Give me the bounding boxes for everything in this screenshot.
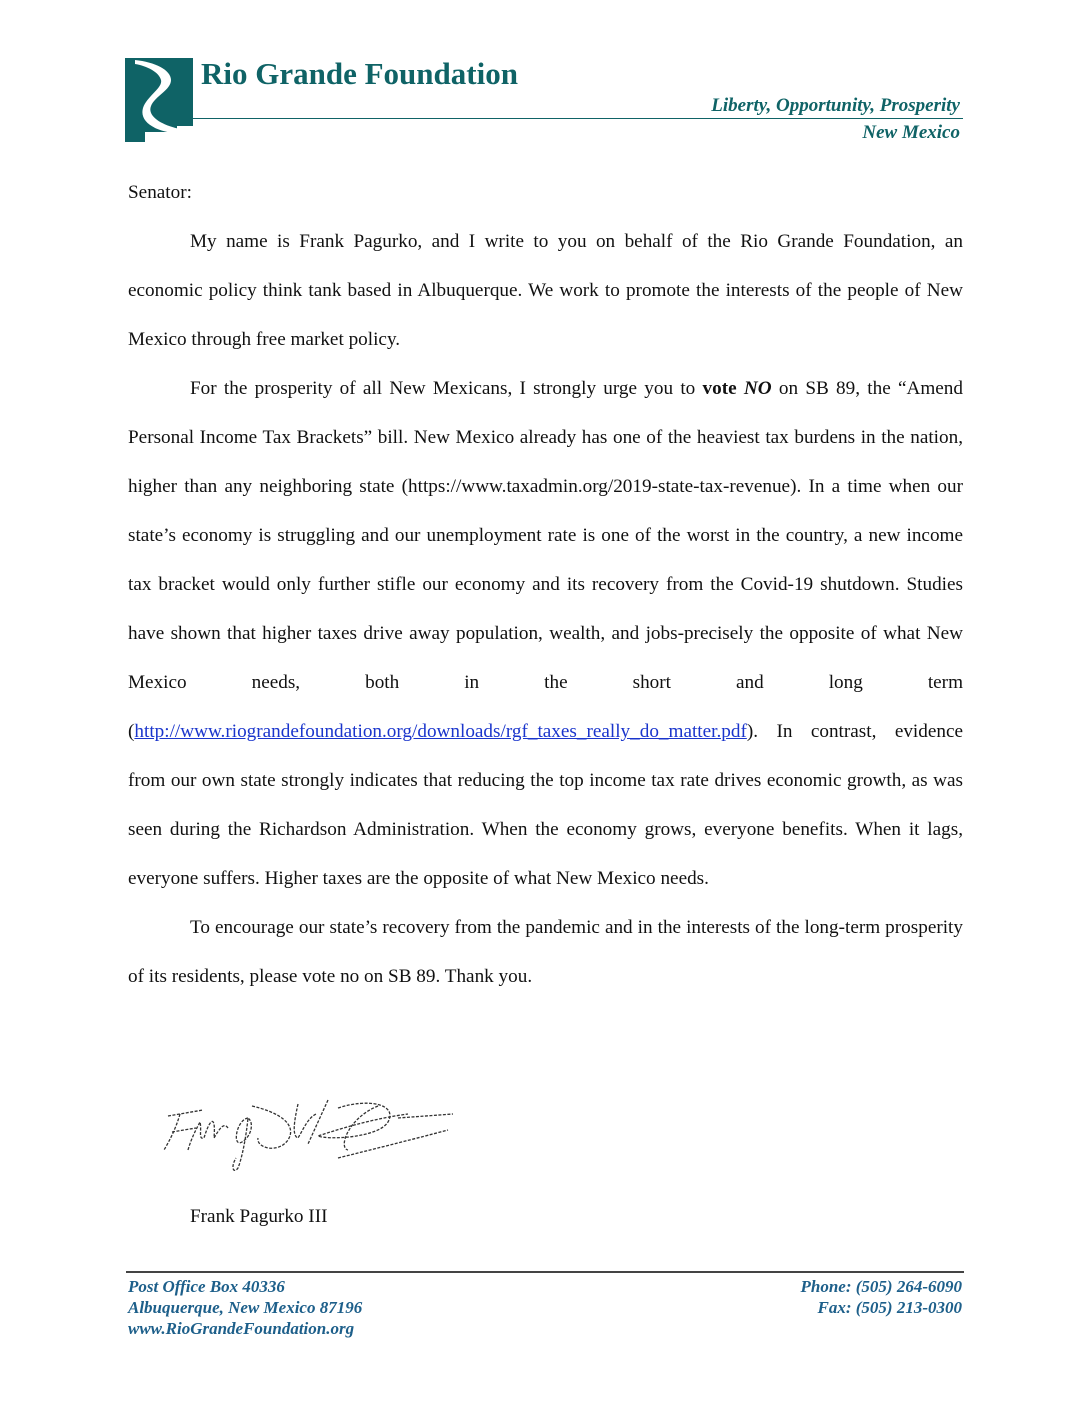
letter-body — [128, 168, 963, 1001]
website-link[interactable]: www.RioGrandeFoundation.org — [128, 1319, 355, 1338]
taxes-study-link[interactable]: http://www.riograndefoundation.org/downloads/rgf_taxes_really_do_matter.pdf — [134, 721, 747, 742]
state-label: New Mexico — [862, 122, 960, 143]
footer-contact — [801, 1276, 962, 1318]
river-logo-icon — [125, 58, 193, 142]
address-line-2: Albuquerque, New Mexico 87196 — [128, 1298, 363, 1317]
tagline: Liberty, Opportunity, Prosperity — [711, 95, 960, 116]
paragraph-argument-start: For the prosperity of all New Mexicans, I strongly urge you to — [190, 378, 703, 399]
phone-number: Phone: (505) 264-6090 — [800, 1277, 962, 1296]
address-line-1: Post Office Box 40336 — [128, 1277, 285, 1296]
paragraph-argument-middle: on SB 89, the “Amend Personal Income Tax Brackets” bill. New Mexico already has one of the heaviest tax burdens in the nation, higher than any neighboring state (https://www.taxadmin.org/2019-state-tax-revenue). In a time when our state’s economy is struggling and our unemployment rate is one of the worst in the country, a new income tax bracket would only further stifle our economy and its recovery from the Covid-19 shutdown. Studies have shown that higher taxes drive away population, wealth, and jobs-precisely the opposite of what New Mexico needs, both in the short and long term ( — [128, 378, 963, 742]
footer-address — [128, 1276, 362, 1339]
paragraph-argument-end: ). In contrast, evidence from our own state strongly indicates that reducing the top income tax rate drives economic growth, as was seen during the Richardson Administration. When the economy grows, everyone benefits. When it lags, everyone suffers. Higher taxes are the opposite of what New Mexico needs. — [128, 721, 963, 889]
vote-emphasis: vote — [702, 378, 737, 399]
paragraph-closing: To encourage our state’s recovery from the pandemic and in the interests of the long-term prosperity of its residents, please vote no on SB 89. Thank you. — [128, 917, 963, 987]
header-divider — [193, 118, 963, 119]
no-emphasis: NO — [743, 378, 772, 399]
salutation: Senator: — [128, 182, 192, 203]
paragraph-argument — [128, 364, 963, 903]
signer-name: Frank Pagurko III — [190, 1206, 328, 1227]
paragraph-intro: My name is Frank Pagurko, and I write to you on behalf of the Rio Grande Foundation, an economic policy think tank based in Albuquerque. We work to promote the interests of the people of New Mexico through free market policy. — [128, 231, 963, 350]
fax-number: Fax: (505) 213-0300 — [817, 1298, 962, 1317]
organization-name: Rio Grande Foundation — [201, 56, 518, 91]
footer-divider — [126, 1271, 964, 1273]
signature-icon — [148, 1078, 458, 1178]
